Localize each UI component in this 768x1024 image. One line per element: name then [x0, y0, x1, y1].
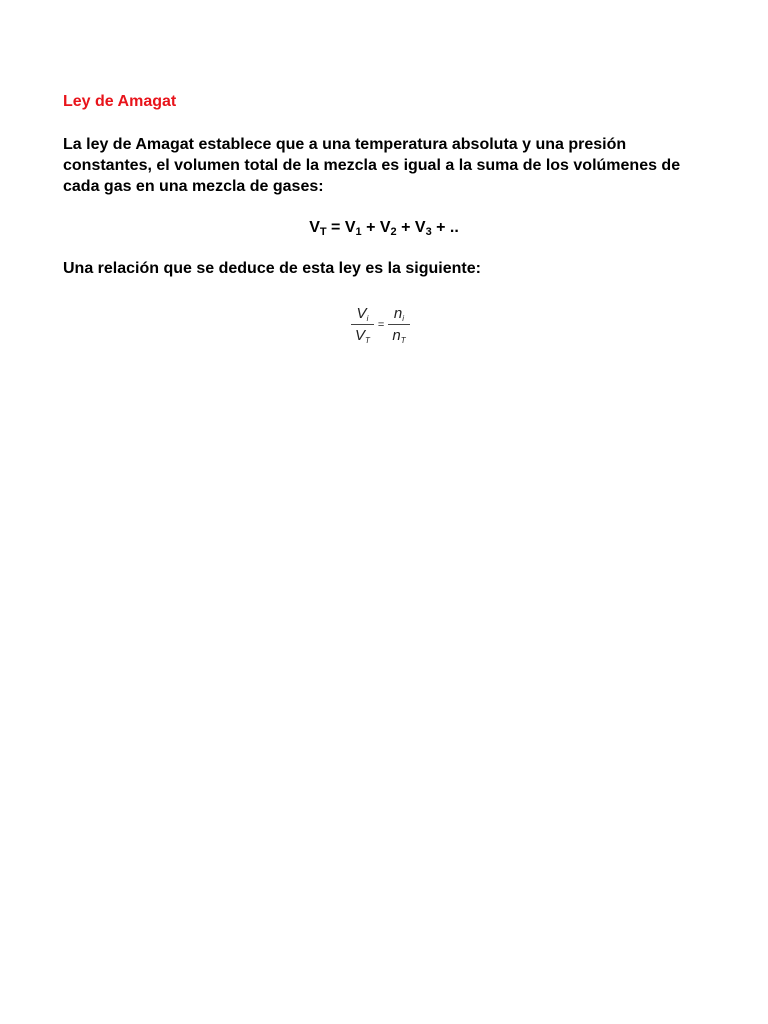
fraction-volume — [351, 304, 374, 345]
formula-plus-1: + — [361, 219, 380, 236]
fraction-bar — [351, 324, 374, 325]
ratio-formula — [351, 304, 410, 345]
formula-v1-base: V — [344, 219, 356, 236]
formula-v2-base: V — [379, 219, 391, 236]
fraction-volume-denominator: $V_T$ — [355, 327, 370, 345]
formula-equals: = — [326, 219, 345, 236]
fraction-bar — [388, 324, 409, 325]
formula-v3-sub: 3 — [425, 226, 432, 238]
paragraph-relation: Una relación que se deduce de esta ley es la siguiente: — [63, 260, 481, 277]
formula-tail: + .. — [431, 219, 459, 236]
fraction-volume-numerator: $V_i$ — [356, 305, 369, 323]
formula-v1-sub: 1 — [355, 226, 362, 238]
amagat-sum-formula — [0, 217, 768, 239]
formula-v2-sub: 2 — [390, 226, 397, 238]
formula-vt-base: V — [309, 219, 320, 236]
paragraph-definition: La ley de Amagat establece que a una temperatura absoluta y una presión constantes, el volumen total de la mezcla es igual a la suma de los volúmenes de cada gas en una mezcla de gases: — [63, 136, 681, 195]
formula-plus-2: + — [396, 219, 415, 236]
formula-v3-base: V — [414, 219, 426, 236]
page-title: Ley de Amagat — [63, 93, 177, 110]
fraction-moles — [388, 304, 409, 345]
fraction-moles-denominator: $n_T$ — [392, 327, 406, 345]
ratio-equals: = — [377, 318, 385, 331]
fraction-moles-numerator: $n_i$ — [393, 305, 405, 323]
formula-vt-sub: T — [319, 226, 327, 238]
